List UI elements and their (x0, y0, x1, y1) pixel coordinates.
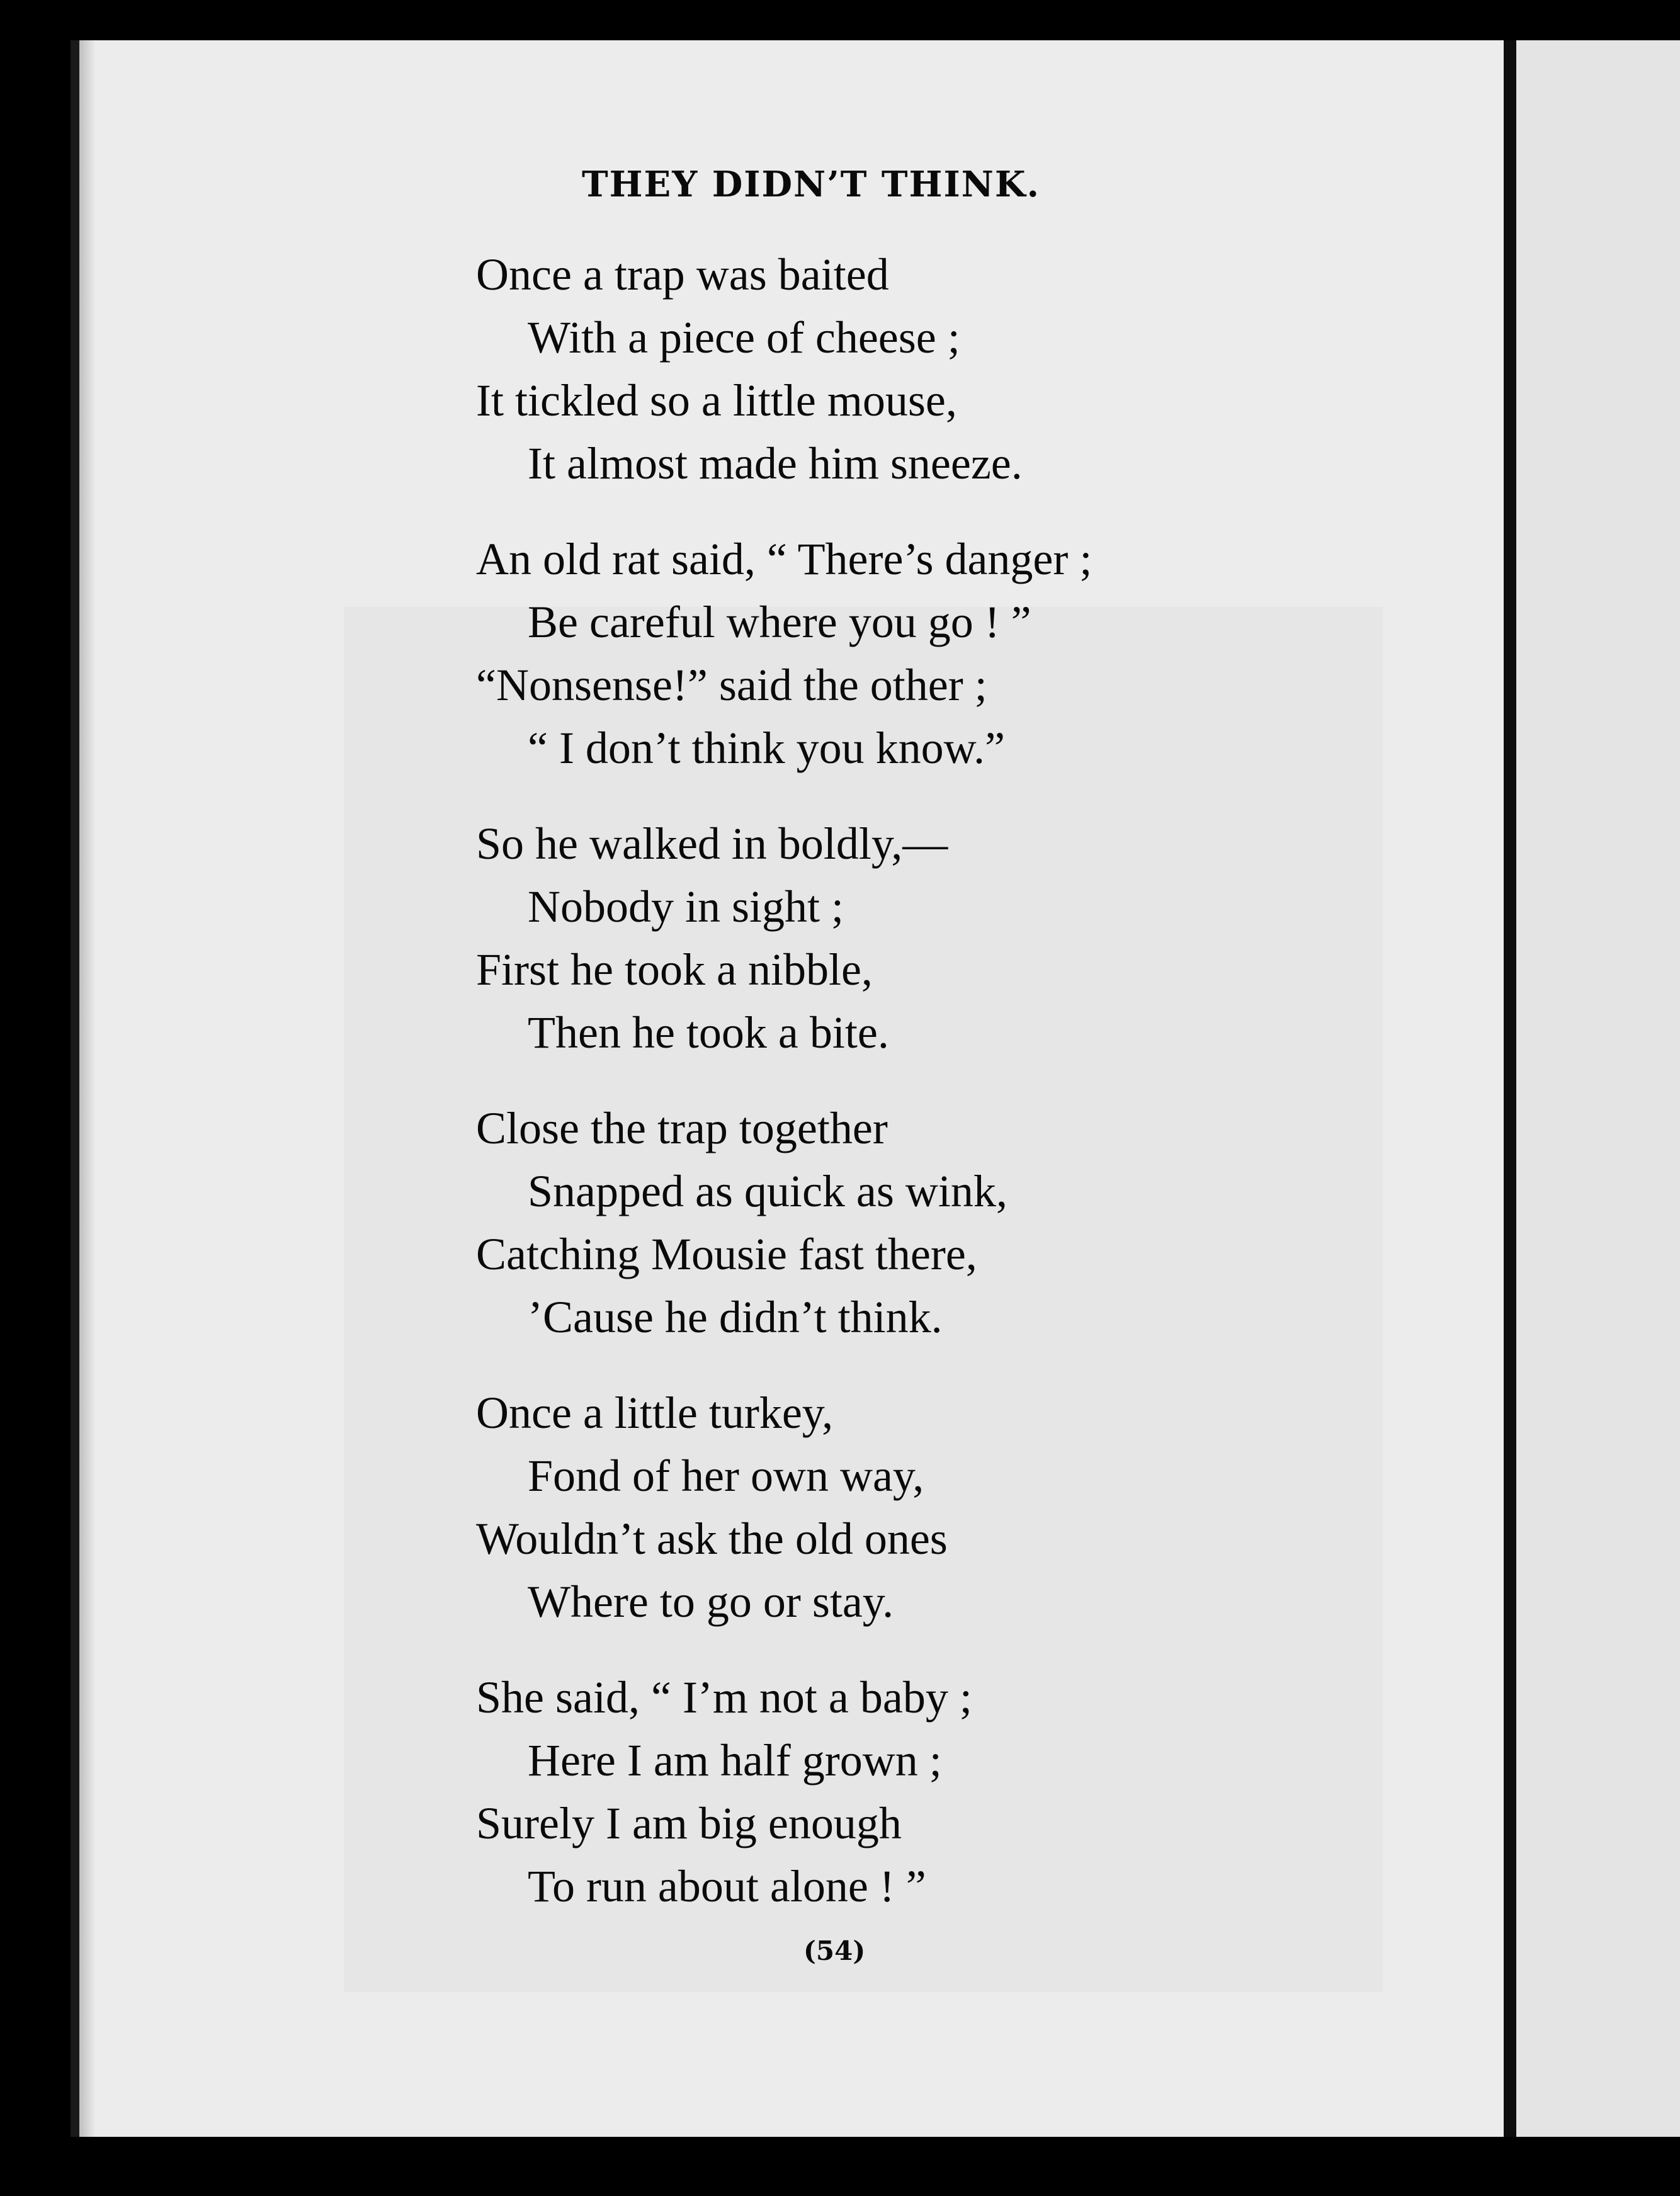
book-page (71, 40, 1515, 2137)
poem-line: “Nonsense!” said the other ; (476, 660, 987, 710)
poem-line: An old rat said, “ There’s danger ; (476, 534, 1093, 584)
poem-line: Once a little turkey, (476, 1388, 834, 1438)
poem-line: Fond of her own way, (528, 1451, 924, 1501)
poem-line: To run about alone ! ” (528, 1861, 926, 1911)
stanza-1 (476, 243, 1092, 495)
poem-line: Nobody in sight ; (528, 881, 844, 932)
poem-line: With a piece of cheese ; (528, 312, 960, 363)
poem-body (476, 243, 1092, 1950)
poem-title: THEY DIDN’T THINK. (581, 164, 1041, 205)
poem-line: She said, “ I’m not a baby ; (476, 1672, 972, 1723)
poem-line: First he took a nibble, (476, 944, 873, 995)
poem-line: Catching Mousie fast there, (476, 1229, 977, 1279)
stanza-4 (476, 1097, 1092, 1349)
poem-line: Once a trap was baited (476, 249, 889, 300)
adjacent-page-edge (1516, 40, 1680, 2137)
poem-line: Close the trap together (476, 1103, 888, 1153)
poem-line: Here I am half grown ; (528, 1735, 942, 1786)
poem-line: Where to go or stay. (528, 1576, 894, 1627)
book-gutter (1504, 40, 1516, 2137)
poem-line: Be careful where you go ! ” (528, 597, 1031, 647)
poem-line: It tickled so a little mouse, (476, 375, 957, 426)
stanza-5 (476, 1381, 1092, 1633)
stanza-3 (476, 812, 1092, 1064)
poem-line: “ I don’t think you know.” (528, 723, 1005, 773)
page-number: (54) (803, 1935, 866, 1966)
poem-line: Wouldn’t ask the old ones (476, 1514, 948, 1564)
poem-line: It almost made him sneeze. (528, 438, 1023, 489)
poem-line: Snapped as quick as wink, (528, 1166, 1007, 1216)
stanza-2 (476, 528, 1092, 779)
poem-line: Surely I am big enough (476, 1798, 902, 1848)
poem-line: ’Cause he didn’t think. (528, 1292, 943, 1342)
poem-line: So he walked in boldly,— (476, 818, 948, 869)
poem-line: Then he took a bite. (528, 1007, 889, 1058)
stanza-6 (476, 1666, 1092, 1918)
